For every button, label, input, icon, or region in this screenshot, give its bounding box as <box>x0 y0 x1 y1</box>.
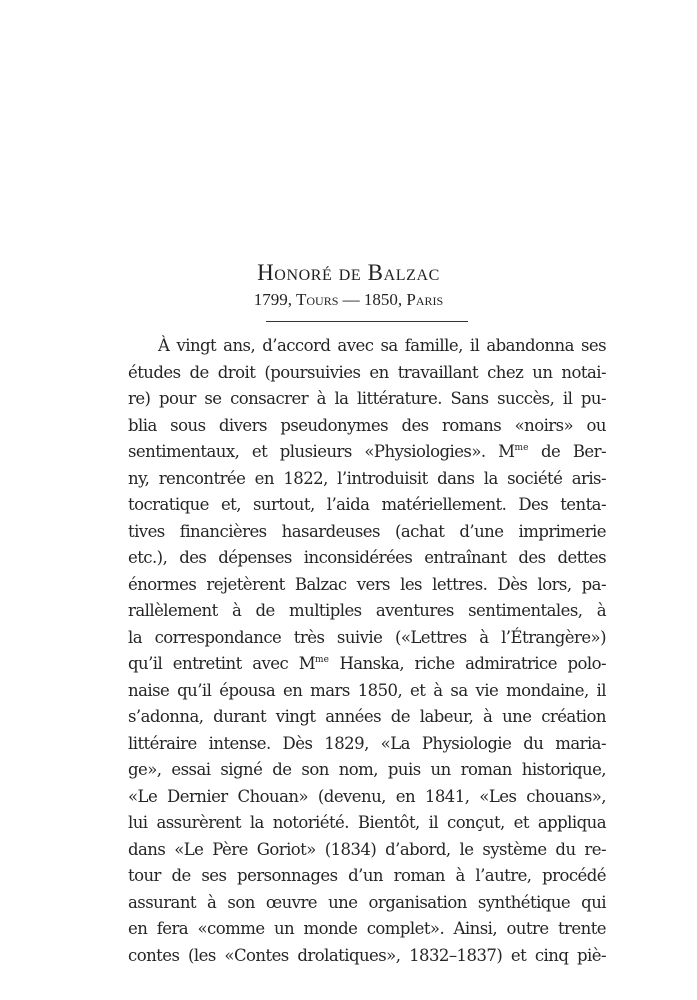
text-line: blia sous divers pseudonymes des romans «noirs» ou <box>128 415 606 435</box>
text-line: dans «Le Père Goriot» (1834) d’abord, le système du re- <box>128 839 606 859</box>
text-line: lui assurèrent la notoriété. Bientôt, il conçut, et appliqua <box>128 813 606 832</box>
text-line: «Le Dernier Chouan» (devenu, en 1841, «Les chouans», <box>128 786 606 806</box>
text-segment: de Ber- <box>528 442 606 461</box>
text-line: tives financières hasardeuses (achat d’une imprimerie <box>128 521 606 541</box>
text-line: énormes rejetèrent Balzac vers les lettres. Dès lors, pa- <box>128 574 606 594</box>
text-line: assurant à son œuvre une organisation synthétique qui <box>128 892 606 912</box>
text-line: ny, rencontrée en 1822, l’introduisit dans la société aris- <box>128 468 606 488</box>
text-line: études de droit (poursuivies en travaillant chez un notai- <box>128 362 606 382</box>
text-line <box>128 651 606 678</box>
text-line: s’adonna, durant vingt années de labeur, à une création <box>128 707 606 726</box>
text-segment: qu’il entretint avec M <box>128 654 316 673</box>
heading-divider <box>266 321 468 322</box>
superscript-me: me <box>315 655 329 665</box>
text-line: la correspondance très suivie («Lettres à l’Étrangère») <box>128 627 606 647</box>
text-line: etc.), des dépenses inconsidérées entraînant des dettes <box>128 548 606 567</box>
text-line: rallèlement à de multiples aventures sentimentales, à <box>128 601 606 620</box>
author-dates-subtitle: 1799, Tours — 1850, Paris <box>253 290 444 309</box>
text-line: À vingt ans, d’accord avec sa famille, il abandonna ses <box>158 336 606 355</box>
text-line: ge», essai signé de son nom, puis un roman historique, <box>128 760 606 779</box>
text-line: contes (les «Contes drolatiques», 1832–1837) et cinq piè- <box>128 945 606 965</box>
text-line: tocratique et, surtout, l’aida matériellement. Des tenta- <box>128 495 606 514</box>
text-line: tour de ses personnages d’un roman à l’autre, procédé <box>128 866 606 885</box>
text-line: naise qu’il épousa en mars 1850, et à sa vie mondaine, il <box>128 680 606 700</box>
text-line: en fera «comme un monde complet». Ainsi, outre trente <box>128 919 606 938</box>
superscript-me: me <box>514 443 529 453</box>
text-line <box>128 439 606 466</box>
text-segment: Hanska, riche admiratrice polo- <box>328 654 606 673</box>
text-segment: sentimentaux, et plusieurs «Physiologies». M <box>128 442 515 461</box>
text-line: re) pour se consacrer à la littérature. Sans succès, il pu- <box>128 389 606 408</box>
author-name-heading: Honoré de Balzac <box>257 260 440 285</box>
text-line: littéraire intense. Dès 1829, «La Physiologie du maria- <box>128 733 606 753</box>
biography-paragraph <box>128 333 606 969</box>
